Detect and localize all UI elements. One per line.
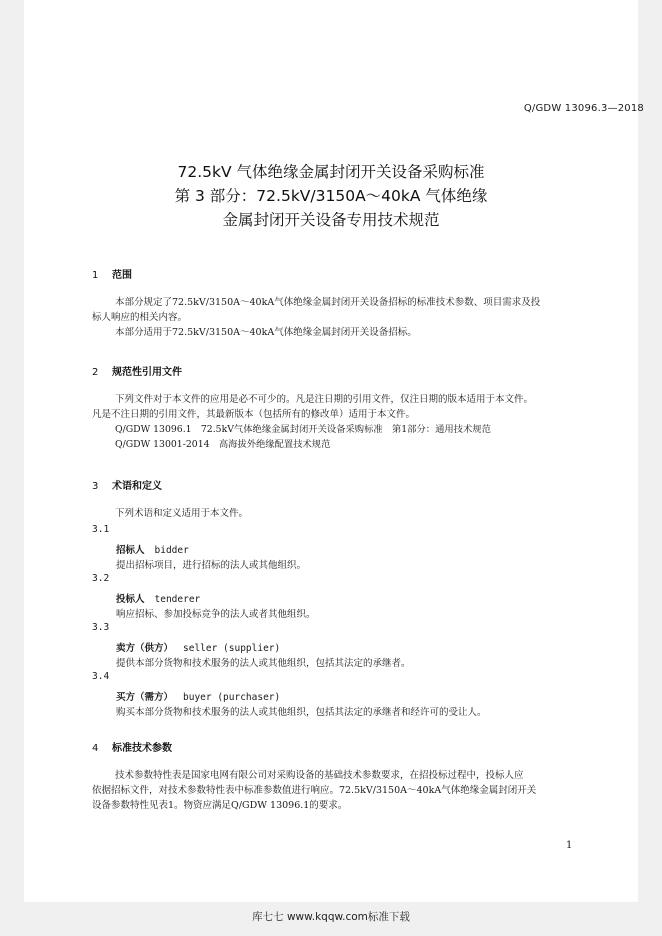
- term-number: 3.4: [92, 671, 110, 682]
- paragraph-line: 本部分适用于72.5kV/3150A～40kA气体绝缘金属封闭开关设备招标。: [115, 327, 417, 338]
- document-title: [0, 160, 662, 232]
- term-definition: 提供本部分货物和技术服务的法人或其他组织，包括其法定的承继者。: [116, 658, 411, 669]
- term-number: 3.1: [92, 524, 110, 535]
- section-4-body: [92, 768, 600, 813]
- section-1-heading: 1 范围: [92, 270, 132, 281]
- paragraph-line: 依据招标文件，对技术参数特性表中标准参数值进行响应。72.5kV/3150A～40kA气体绝缘金属封闭开关: [92, 785, 537, 796]
- section-1-body: [92, 295, 600, 340]
- term-definition: 购买本部分货物和技术服务的法人或其他组织，包括其法定的承继者和经许可的受让人。: [116, 707, 487, 718]
- reference-item: Q/GDW 13096.1 72.5kV气体绝缘金属封闭开关设备采购标准 第1部分：通用技术规范: [115, 424, 491, 435]
- term-title: 卖方（供方） seller (supplier): [116, 643, 281, 654]
- title-line-2: 第 3 部分：72.5kV/3150A～40kA 气体绝缘: [174, 187, 488, 205]
- term-definition: 提出招标项目，进行招标的法人或其他组织。: [116, 560, 307, 571]
- footer-watermark: 库七七 www.kqqw.com标准下载: [252, 911, 410, 923]
- section-2-heading: 2 规范性引用文件: [92, 367, 182, 378]
- section-2-body: [92, 392, 600, 452]
- paragraph-line: 下列文件对于本文件的应用是必不可少的。凡是注日期的引用文件，仅注日期的版本适用于本文件。: [115, 394, 534, 405]
- title-line-3: 金属封闭开关设备专用技术规范: [222, 211, 440, 229]
- paragraph-line: 本部分规定了72.5kV/3150A～40kA气体绝缘金属封闭开关设备招标的标准技术参数、项目需求及投: [115, 297, 541, 308]
- term-number: 3.2: [92, 573, 110, 584]
- section-3-heading: 3 术语和定义: [92, 481, 162, 492]
- title-line-1: 72.5kV 气体绝缘金属封闭开关设备采购标准: [177, 163, 485, 181]
- term-title: 招标人 bidder: [116, 545, 189, 556]
- paragraph-line: 技术参数特性表是国家电网有限公司对采购设备的基础技术参数要求，在招投标过程中，投标人应: [115, 770, 524, 781]
- term-definition: 响应招标、参加投标竞争的法人或者其他组织。: [116, 609, 316, 620]
- paragraph-line: 标人响应的相关内容。: [92, 312, 188, 323]
- paragraph-line: 设备参数特性见表1。物资应满足Q/GDW 13096.1的要求。: [92, 800, 348, 811]
- section-4-heading: 4 标准技术参数: [92, 743, 172, 754]
- term-title: 买方（需方） buyer (purchaser): [116, 692, 281, 703]
- paragraph-line: 凡是不注日期的引用文件，其最新版本（包括所有的修改单）适用于本文件。: [92, 409, 416, 420]
- reference-item: Q/GDW 13001-2014 高海拔外绝缘配置技术规范: [115, 439, 331, 450]
- term-number: 3.3: [92, 622, 110, 633]
- standard-code: Q/GDW 13096.3—2018: [523, 103, 644, 114]
- term-title: 投标人 tenderer: [116, 594, 201, 605]
- section-3-intro: 下列术语和定义适用于本文件。: [115, 508, 249, 519]
- page-number: 1: [566, 840, 573, 851]
